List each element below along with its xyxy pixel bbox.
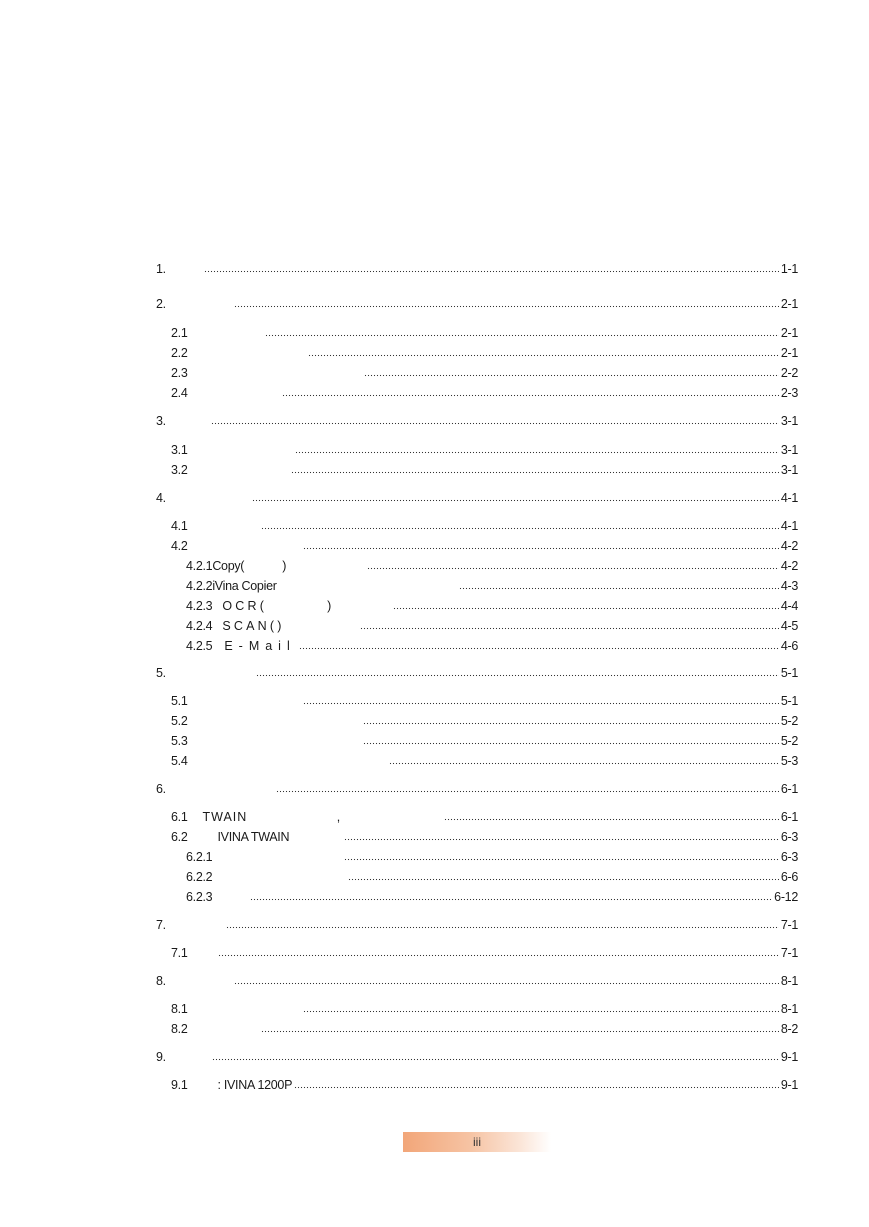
toc-page: 1-1 [780,262,798,276]
toc-entry[interactable] [156,662,798,680]
toc-number: 6.2.1 [186,850,213,864]
toc-label: E-Mail [224,639,296,653]
dot-leader [212,1057,779,1061]
toc-entry[interactable] [171,690,798,708]
toc-page: 9-1 [780,1078,798,1092]
toc-number: 8.2 [171,1022,188,1036]
dot-leader [308,353,778,357]
toc-page: 3-1 [780,463,798,477]
toc-page: 4-1 [780,491,798,505]
toc-page: 2-2 [780,366,798,380]
toc-page: 6-1 [780,810,798,824]
toc-page: 4-2 [780,539,798,553]
dot-leader [261,1029,778,1033]
toc-number: 4.2.3 [186,599,213,613]
dot-leader [250,897,772,901]
toc-page: 5-1 [780,694,798,708]
dot-leader [444,817,778,821]
toc-entry[interactable] [171,439,798,457]
page-number: iii [473,1135,481,1149]
toc-entry[interactable] [171,515,798,533]
toc-entry[interactable] [171,710,798,728]
toc-page: 2-1 [780,346,798,360]
dot-leader [252,498,779,502]
toc-entry[interactable] [171,362,798,380]
toc-entry[interactable] [171,942,798,960]
dot-leader [389,761,778,765]
toc-page: 5-2 [780,714,798,728]
dot-leader [303,546,778,550]
toc-page: 4-5 [780,619,798,633]
dot-leader [234,981,779,985]
toc-entry[interactable] [156,970,798,988]
toc-entry[interactable] [186,555,798,573]
toc-entry[interactable] [186,886,798,904]
toc-label: SCAN() [222,619,285,633]
toc-label: TWAIN , [202,810,342,824]
toc-page: 6-12 [774,890,798,904]
toc-page: 2-1 [780,297,798,311]
dot-leader [234,304,779,308]
toc-page: 6-3 [780,830,798,844]
toc-number: 3.2 [171,463,188,477]
toc-page: 7-1 [780,946,798,960]
toc-page: 6-6 [780,870,798,884]
toc-page: 8-1 [780,1002,798,1016]
toc-page: 4-3 [780,579,798,593]
toc-number: 5. [156,666,166,680]
toc-entry[interactable] [171,750,798,768]
toc-number: 5.2 [171,714,188,728]
toc-page: 6-1 [780,782,798,796]
toc-entry[interactable] [156,778,798,796]
toc-number: 2.4 [171,386,188,400]
toc-entry[interactable] [171,826,798,844]
toc-label: IVINA TWAIN [217,830,290,844]
toc-entry[interactable] [186,866,798,884]
toc-number: 6. [156,782,166,796]
toc-number: 5.3 [171,734,188,748]
toc-entry[interactable] [156,487,798,505]
toc-number: 4.2.5 [186,639,213,653]
dot-leader [344,857,779,861]
toc-number: 4.2.4 [186,619,213,633]
dot-leader [204,269,779,273]
toc-page: 3-1 [780,443,798,457]
dot-leader [393,606,779,610]
toc-page: 4-1 [780,519,798,533]
toc-number: 6.2 [171,830,188,844]
toc-number: 4.1 [171,519,188,533]
toc-entry[interactable] [171,322,798,340]
toc-number: 6.1 [171,810,188,824]
toc-number: 6.2.2 [186,870,213,884]
toc-entry[interactable] [186,615,798,633]
toc-entry[interactable] [156,410,798,428]
toc-number: 2.2 [171,346,188,360]
dot-leader [459,586,779,590]
toc-entry[interactable] [156,258,798,276]
toc-entry[interactable] [186,595,798,613]
toc-page: 5-1 [780,666,798,680]
dot-leader [226,925,779,929]
toc-number: 1. [156,262,166,276]
dot-leader [303,1009,778,1013]
toc-number: 7.1 [171,946,188,960]
toc-number: 7. [156,918,166,932]
toc-page: 5-3 [780,754,798,768]
toc-entry[interactable] [171,382,798,400]
toc-number: 9.1 [171,1078,188,1092]
dot-leader [294,1085,779,1089]
toc-entry[interactable] [171,1074,798,1092]
toc-label: : IVINA 1200P [217,1078,293,1092]
toc-number: 6.2.3 [186,890,213,904]
dot-leader [291,470,778,474]
dot-leader [363,721,778,725]
toc-number: 4.2.2 [186,579,213,593]
toc-number: 4.2 [171,539,188,553]
toc-number: 9. [156,1050,166,1064]
toc-page: 2-3 [780,386,798,400]
dot-leader [265,333,778,337]
toc-entry[interactable] [186,575,798,593]
dot-leader [211,421,779,425]
toc-entry[interactable] [186,635,798,653]
toc-number: 3. [156,414,166,428]
toc-entry[interactable] [156,1046,798,1064]
toc-entry[interactable] [171,459,798,477]
dot-leader [348,877,779,881]
toc-entry[interactable] [171,730,798,748]
dot-leader [256,673,779,677]
toc-label: OCR( ) [222,599,335,613]
toc-label: Copy( ) [212,559,287,573]
toc-number: 2.3 [171,366,188,380]
toc-number: 8.1 [171,1002,188,1016]
toc-entry[interactable] [186,846,798,864]
dot-leader [276,789,779,793]
dot-leader [303,701,778,705]
toc-number: 4.2.1 [186,559,213,573]
toc-number: 5.4 [171,754,188,768]
toc-number: 5.1 [171,694,188,708]
toc-page: 4-4 [780,599,798,613]
toc-page: 2-1 [780,326,798,340]
dot-leader [363,741,778,745]
toc-number: 3.1 [171,443,188,457]
toc-page: 5-2 [780,734,798,748]
toc-page: 4-6 [780,639,798,653]
toc-number: 2. [156,297,166,311]
toc-entry[interactable] [171,998,798,1016]
toc-number: 4. [156,491,166,505]
toc-page: 3-1 [780,414,798,428]
toc-entry[interactable] [171,1018,798,1036]
toc-page: 4-2 [780,559,798,573]
dot-leader [364,373,778,377]
dot-leader [344,837,778,841]
toc-number: 2.1 [171,326,188,340]
dot-leader [282,393,778,397]
toc-label: iVina Copier [212,579,277,593]
dot-leader [360,626,779,630]
toc-page: 9-1 [780,1050,798,1064]
toc-entry[interactable] [156,914,798,932]
toc-page: 7-1 [780,918,798,932]
toc-entry[interactable] [171,806,798,824]
dot-leader [295,450,778,454]
toc-page: 8-2 [780,1022,798,1036]
toc-page: 6-3 [780,850,798,864]
toc-page: 8-1 [780,974,798,988]
dot-leader [299,646,779,650]
dot-leader [367,566,779,570]
toc-entry[interactable] [171,535,798,553]
dot-leader [261,526,778,530]
toc-number: 8. [156,974,166,988]
toc-entry[interactable] [171,342,798,360]
toc-entry[interactable] [156,293,798,311]
dot-leader [218,953,778,957]
